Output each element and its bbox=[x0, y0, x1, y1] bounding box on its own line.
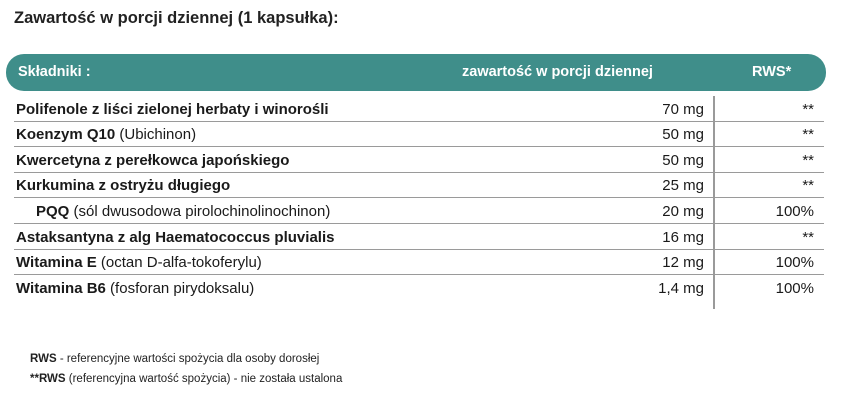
ingredient-rws: 100% bbox=[775, 254, 814, 272]
ingredient-name-bold: Witamina B6 bbox=[16, 279, 106, 297]
ingredient-rws: ** bbox=[802, 100, 814, 118]
ingredient-name-detail: (sól dwusodowa pirolochinolinochinon) bbox=[69, 202, 331, 220]
ingredient-amount: 16 mg bbox=[662, 228, 704, 246]
footnote-rws-undefined-term: **RWS bbox=[30, 373, 66, 385]
ingredient-rws: 100% bbox=[775, 202, 814, 220]
ingredient-name-detail: (octan D-alfa-tokoferylu) bbox=[96, 254, 262, 272]
ingredient-amount: 25 mg bbox=[662, 177, 704, 195]
ingredient-name-bold: PQQ bbox=[36, 202, 70, 220]
page-title: Zawartość w porcji dziennej (1 kapsułka): bbox=[14, 9, 339, 27]
ingredient-amount: 1,4 mg bbox=[658, 279, 704, 297]
ingredient-name bbox=[16, 254, 262, 271]
ingredient-name-detail: (fosforan pirydoksalu) bbox=[105, 279, 255, 297]
footnote-rws bbox=[30, 353, 319, 365]
ingredient-name-bold: Polifenole z liści zielonej herbaty i winorośli bbox=[16, 100, 329, 118]
table-row bbox=[14, 96, 824, 122]
column-divider bbox=[713, 96, 715, 309]
table-row bbox=[14, 147, 824, 173]
ingredient-name-bold: Astaksantyna z alg Haematococcus pluvialis bbox=[16, 228, 335, 246]
header-ingredients: Składniki : bbox=[18, 64, 91, 80]
ingredient-rws: ** bbox=[802, 177, 814, 195]
ingredient-name bbox=[16, 126, 196, 143]
ingredient-name-bold: Kwercetyna z perełkowca japońskiego bbox=[16, 151, 290, 169]
ingredient-amount: 50 mg bbox=[662, 151, 704, 169]
footnote-rws-text: - referencyjne wartości spożycia dla osoby dorosłej bbox=[56, 353, 320, 365]
table-row bbox=[14, 275, 824, 300]
ingredient-name-bold: Witamina E bbox=[16, 254, 97, 272]
ingredient-name bbox=[16, 177, 230, 194]
ingredient-name bbox=[36, 203, 330, 220]
ingredient-name-bold: Kurkumina z ostryżu długiego bbox=[16, 177, 231, 195]
footnote-rws-undefined-text: (referencyjna wartość spożycia) - nie została ustalona bbox=[65, 373, 343, 385]
table-row bbox=[14, 250, 824, 276]
ingredient-amount: 70 mg bbox=[662, 100, 704, 118]
ingredient-rws: ** bbox=[802, 228, 814, 246]
table-row bbox=[14, 122, 824, 148]
ingredient-name-bold: Koenzym Q10 bbox=[16, 126, 116, 144]
footnote-rws-term: RWS bbox=[30, 353, 57, 365]
ingredient-rws: ** bbox=[802, 151, 814, 169]
table-row bbox=[14, 198, 824, 224]
ingredient-name bbox=[16, 229, 334, 246]
ingredient-amount: 12 mg bbox=[662, 254, 704, 272]
ingredient-amount: 20 mg bbox=[662, 202, 704, 220]
table-row bbox=[14, 173, 824, 199]
ingredient-name bbox=[16, 280, 254, 297]
header-rws: RWS* bbox=[752, 64, 792, 80]
ingredient-rws: ** bbox=[802, 126, 814, 144]
ingredients-table bbox=[14, 96, 824, 300]
ingredient-rws: 100% bbox=[775, 279, 814, 297]
ingredient-name bbox=[16, 152, 289, 169]
ingredient-amount: 50 mg bbox=[662, 126, 704, 144]
ingredient-name bbox=[16, 101, 329, 118]
header-daily-amount: zawartość w porcji dziennej bbox=[462, 64, 653, 80]
table-row bbox=[14, 224, 824, 250]
ingredient-name-detail: (Ubichinon) bbox=[115, 126, 197, 144]
footnote-rws-undefined bbox=[30, 373, 342, 385]
table-header bbox=[6, 54, 826, 91]
